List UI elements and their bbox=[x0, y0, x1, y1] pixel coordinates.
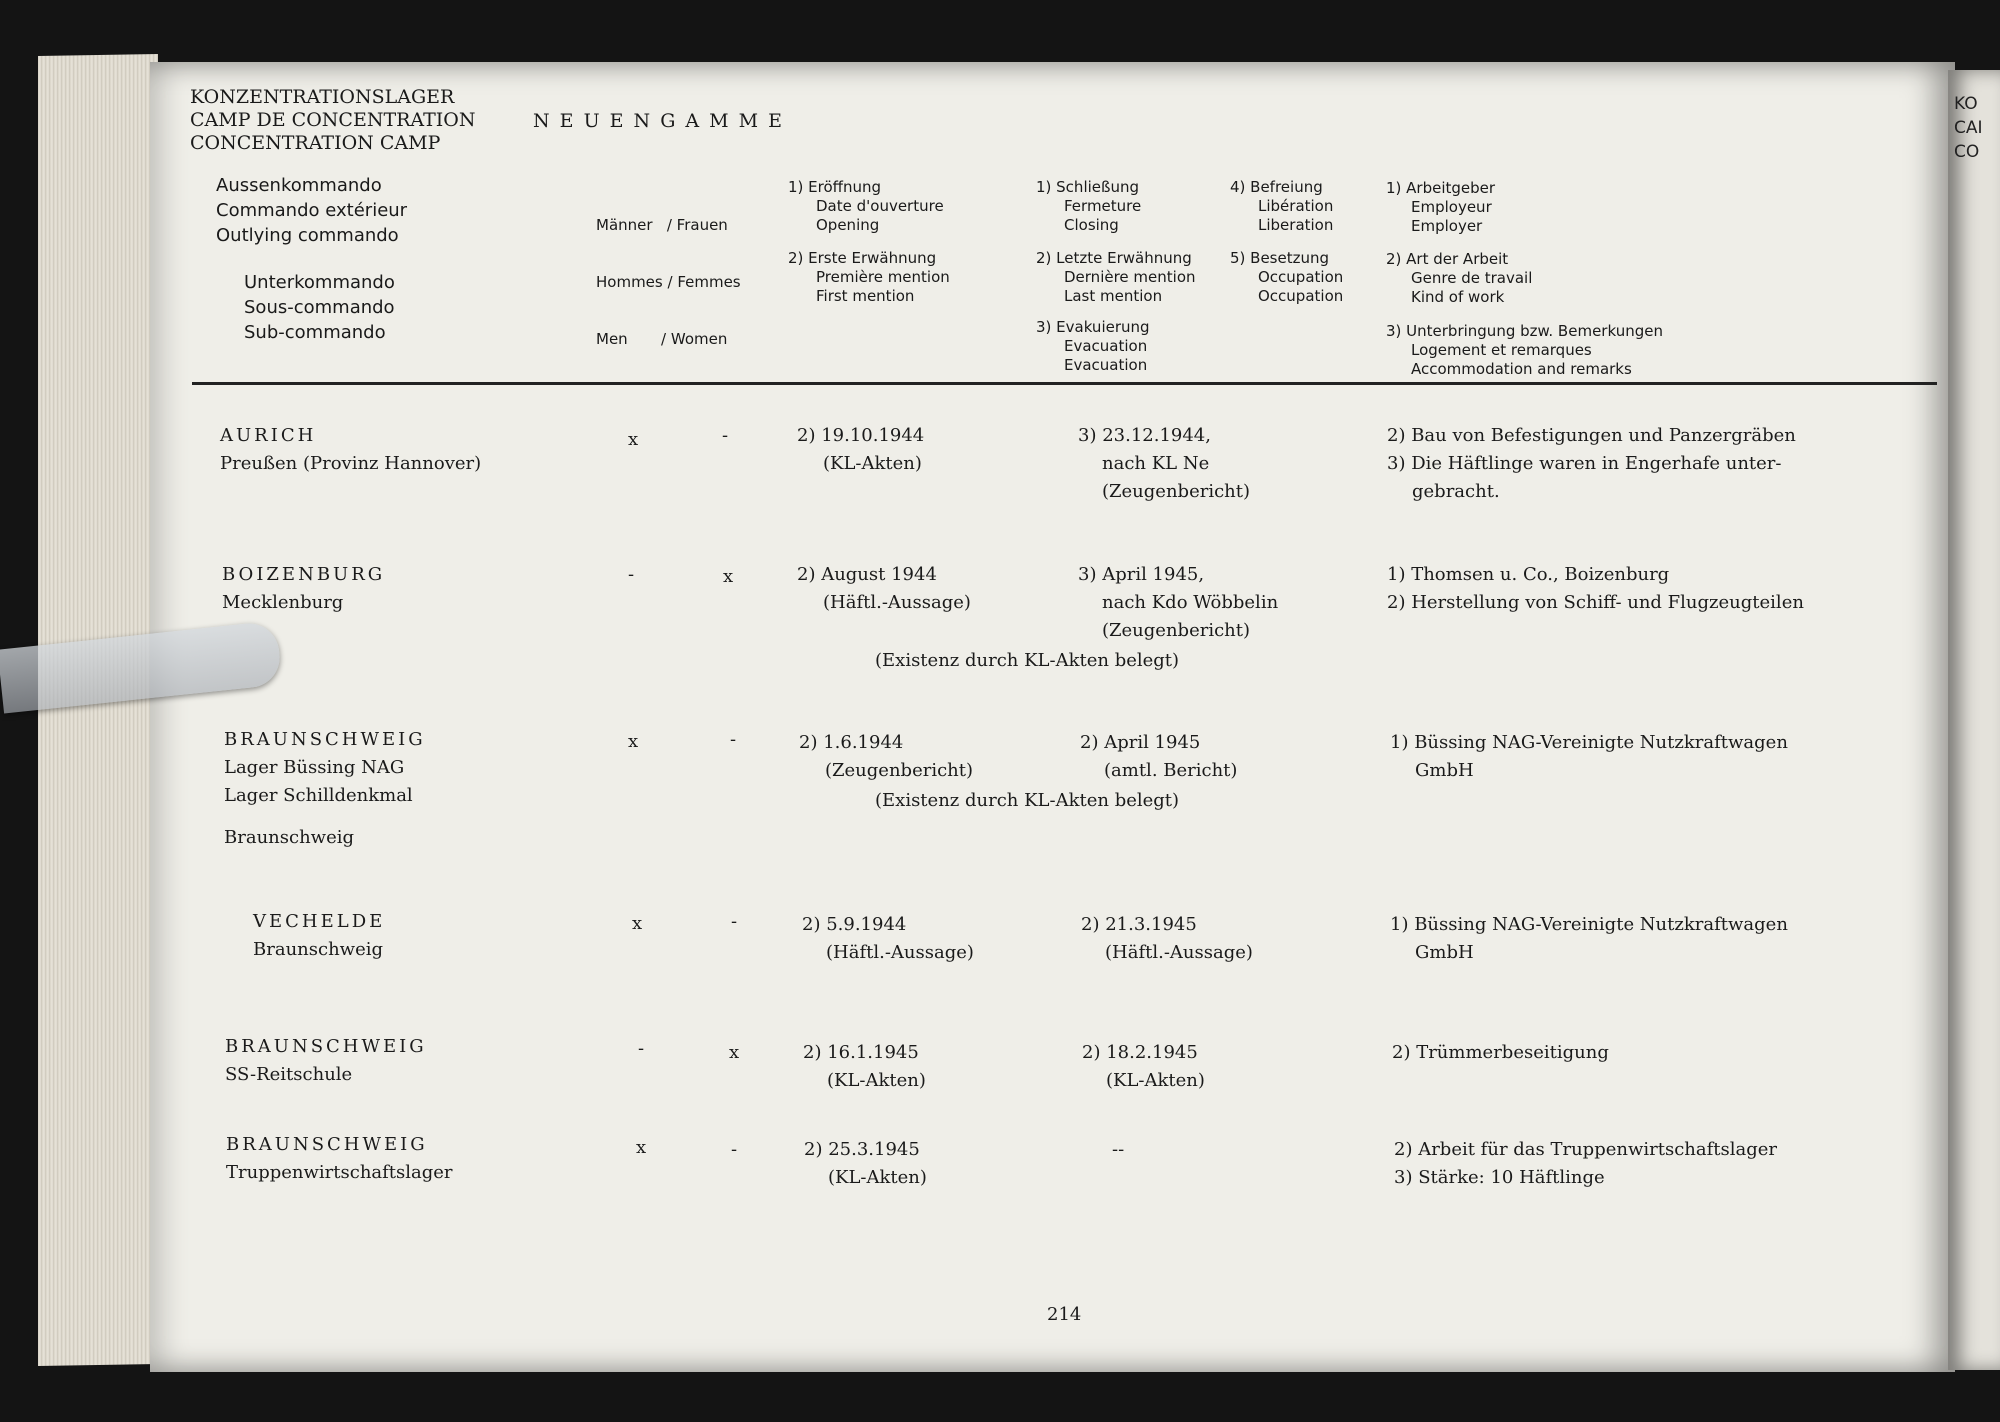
camp-name-braunschweig: BRAUNSCHWEIG bbox=[225, 1036, 427, 1057]
region: Preußen (Provinz Hannover) bbox=[220, 453, 482, 474]
opening-date: 2) August 1944 (Häftl.-Aussage) bbox=[797, 564, 971, 613]
camp-name-braunschweig: BRAUNSCHWEIG bbox=[224, 729, 426, 750]
region: SS-Reitschule bbox=[225, 1064, 353, 1085]
existence-note: (Existenz durch KL-Akten belegt) bbox=[875, 790, 1180, 811]
header-evacuation: 3) Evakuierung Evacuation Evacuation bbox=[1036, 318, 1150, 374]
closing-date: 2) 21.3.1945 (Häftl.-Aussage) bbox=[1081, 914, 1253, 963]
existence-note: (Existenz durch KL-Akten belegt) bbox=[875, 650, 1180, 671]
region: Braunschweig bbox=[253, 939, 383, 960]
region: Lager Schilldenkmal bbox=[224, 785, 413, 806]
opening-date: 2) 25.3.1945 (KL-Akten) bbox=[804, 1139, 927, 1188]
page-number: 214 bbox=[1047, 1304, 1082, 1325]
region: Mecklenburg bbox=[222, 592, 344, 613]
remarks: 2) Bau von Befestigungen und Panzergräben 3) Die Häftlinge waren in Engerhafe unter- gebracht. bbox=[1387, 425, 1796, 502]
region: Braunschweig bbox=[224, 827, 354, 848]
women-mark: - bbox=[731, 911, 738, 932]
closing-date: -- bbox=[1112, 1139, 1125, 1160]
header-divider bbox=[192, 382, 1937, 385]
header-title: KONZENTRATIONSLAGER CAMP DE CONCENTRATION CONCENTRATION CAMP bbox=[190, 86, 476, 154]
header-first-mention: 2) Erste Erwähnung Première mention First mention bbox=[788, 249, 950, 305]
women-mark: - bbox=[722, 425, 729, 446]
outlying-commando-label: Aussenkommando Commando extérieur Outlying commando bbox=[216, 175, 408, 246]
women-mark: - bbox=[730, 729, 737, 750]
header-closing: 1) Schließung Fermeture Closing bbox=[1036, 178, 1142, 234]
opening-date: 2) 16.1.1945 (KL-Akten) bbox=[803, 1042, 926, 1091]
men-mark: x bbox=[632, 913, 643, 934]
camp-name-vechelde: VECHELDE bbox=[253, 911, 386, 932]
remarks: 1) Thomsen u. Co., Boizenburg 2) Herstellung von Schiff- und Flugzeugteilen bbox=[1387, 564, 1804, 613]
closing-date: 2) 18.2.1945 (KL-Akten) bbox=[1082, 1042, 1205, 1091]
camp-name-aurich: AURICH bbox=[220, 425, 317, 446]
men-mark: x bbox=[636, 1137, 647, 1158]
header-last-mention: 2) Letzte Erwähnung Dernière mention Last mention bbox=[1036, 249, 1196, 305]
remarks: 1) Büssing NAG-Vereinigte Nutzkraftwagen GmbH bbox=[1390, 914, 1788, 963]
next-page-edge bbox=[1948, 70, 2000, 1370]
header-kind-of-work: 2) Art der Arbeit Genre de travail Kind of work bbox=[1386, 250, 1533, 306]
remarks: 2) Trümmerbeseitigung bbox=[1392, 1042, 1609, 1063]
region: Truppenwirtschaftslager bbox=[226, 1162, 453, 1183]
gender-header: Männer / Frauen Hommes / Femmes Men / Women bbox=[596, 216, 741, 348]
remarks: 1) Büssing NAG-Vereinigte Nutzkraftwagen GmbH bbox=[1390, 732, 1788, 781]
closing-date: 2) April 1945 (amtl. Bericht) bbox=[1080, 732, 1238, 781]
camp-name-braunschweig: BRAUNSCHWEIG bbox=[226, 1134, 428, 1155]
men-mark: - bbox=[628, 564, 635, 585]
header-employer: 1) Arbeitgeber Employeur Employer bbox=[1386, 179, 1496, 235]
women-mark: x bbox=[723, 566, 734, 587]
camp-name-boizenburg: BOIZENBURG bbox=[222, 564, 386, 585]
women-mark: x bbox=[729, 1042, 740, 1063]
opening-date: 2) 1.6.1944 (Zeugenbericht) bbox=[799, 732, 974, 781]
header-liberation: 4) Befreiung Libération Liberation bbox=[1230, 178, 1334, 234]
region: Lager Büssing NAG bbox=[224, 757, 405, 778]
men-mark: - bbox=[638, 1038, 645, 1059]
women-mark: - bbox=[731, 1139, 738, 1160]
next-page-fragment: KO CAI CO bbox=[1954, 94, 1983, 162]
closing-date: 3) April 1945, nach Kdo Wöbbelin (Zeugenbericht) bbox=[1078, 564, 1279, 641]
opening-date: 2) 5.9.1944 (Häftl.-Aussage) bbox=[802, 914, 974, 963]
header-occupation: 5) Besetzung Occupation Occupation bbox=[1230, 249, 1344, 305]
header-opening: 1) Eröffnung Date d'ouverture Opening bbox=[788, 178, 944, 234]
header-accommodation: 3) Unterbringung bzw. Bemerkungen Logement et remarques Accommodation and remarks bbox=[1386, 322, 1663, 378]
remarks: 2) Arbeit für das Truppenwirtschaftslager 3) Stärke: 10 Häftlinge bbox=[1394, 1139, 1778, 1188]
camp-name: N E U E N G A M M E bbox=[533, 110, 785, 132]
page-edges bbox=[38, 54, 158, 1366]
men-mark: x bbox=[628, 429, 639, 450]
opening-date: 2) 19.10.1944 (KL-Akten) bbox=[797, 425, 925, 474]
closing-date: 3) 23.12.1944, nach KL Ne (Zeugenbericht) bbox=[1078, 425, 1251, 502]
sub-commando-label: Unterkommando Sous-commando Sub-commando bbox=[244, 272, 395, 343]
men-mark: x bbox=[628, 731, 639, 752]
